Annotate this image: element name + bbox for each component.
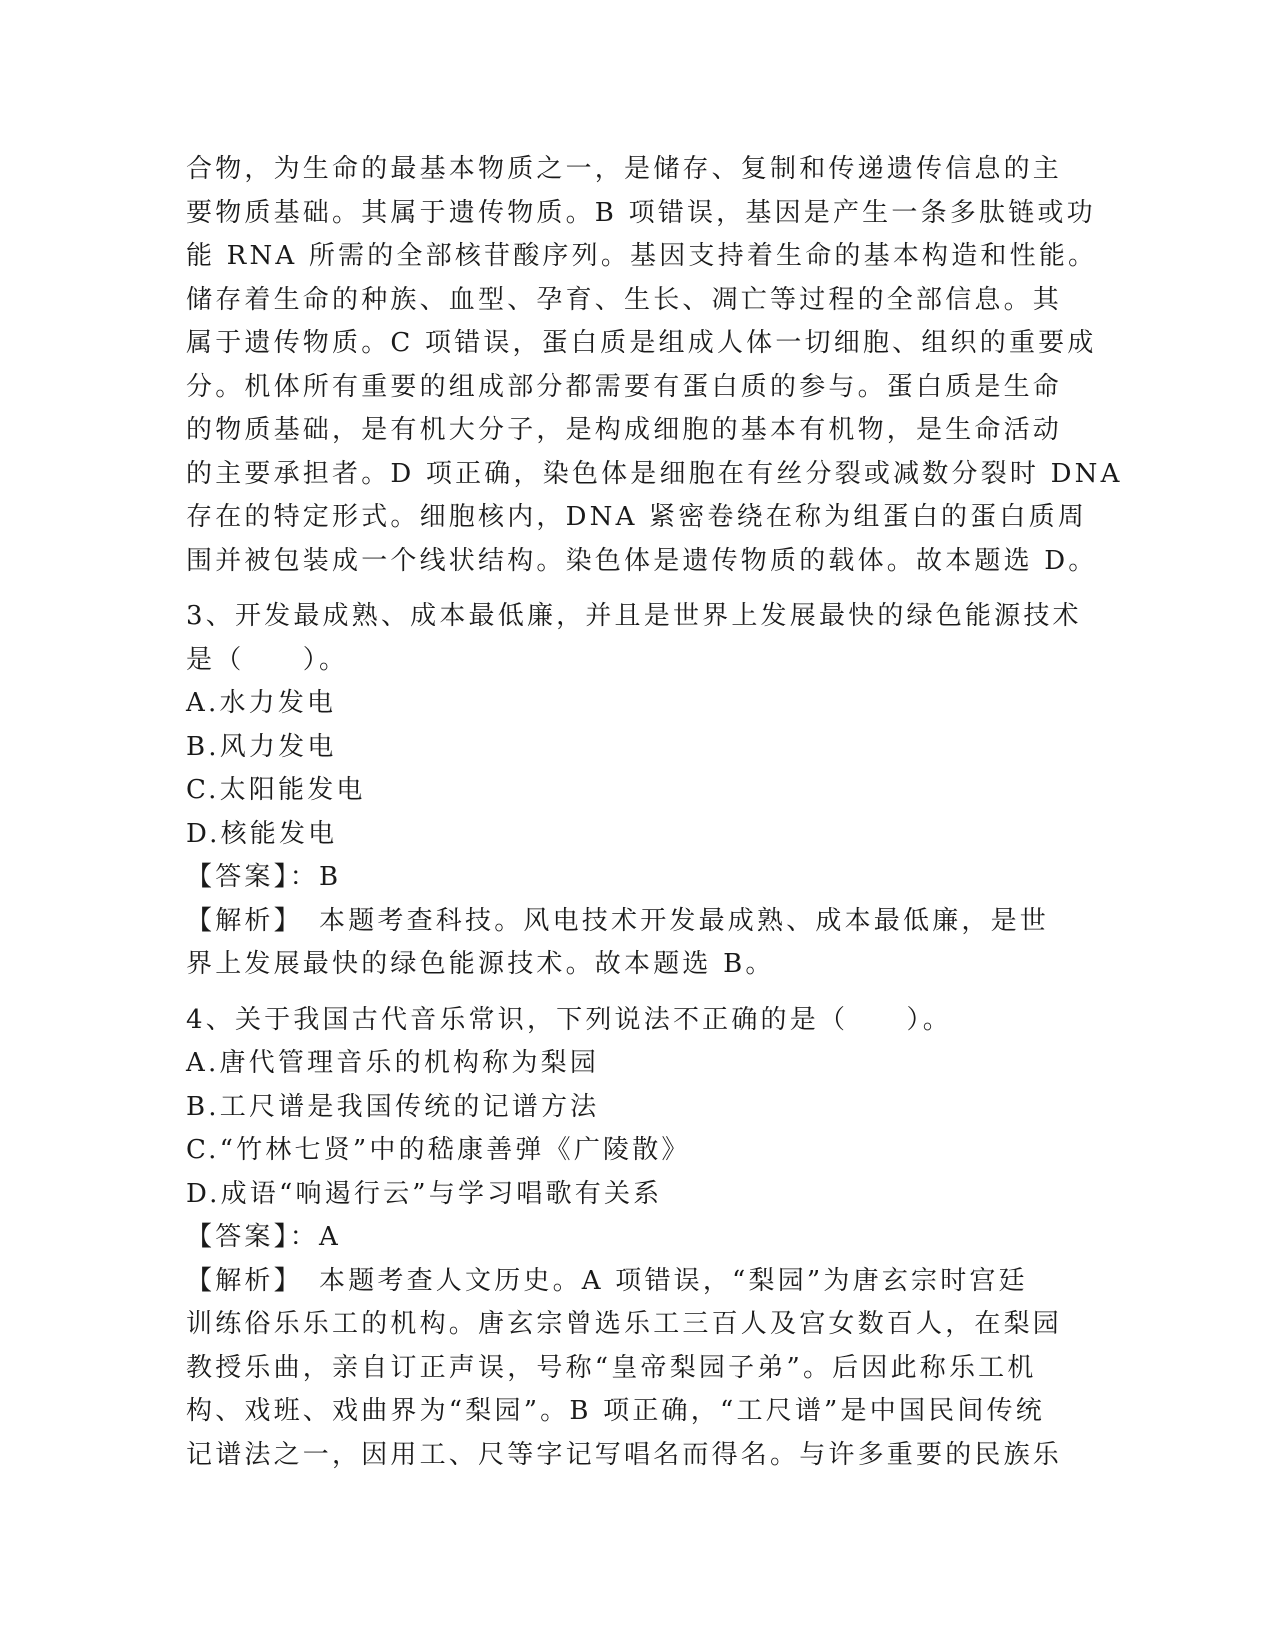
- option-c: C.太阳能发电: [186, 775, 366, 805]
- analysis-line: 【解析】 本题考查人文历史。A 项错误，“梨园”为唐玄宗时宫廷: [186, 1265, 1028, 1296]
- spacer: [186, 583, 1091, 595]
- text-line: 储存着生命的种族、血型、孕育、生长、凋亡等过程的全部信息。其: [186, 284, 1063, 315]
- spacer: [186, 987, 1091, 999]
- option-b: B.风力发电: [186, 731, 337, 762]
- analysis-line: 【解析】 本题考查科技。风电技术开发最成熟、成本最低廉，是世: [186, 905, 1050, 936]
- question-stem: 3、开发最成熟、成本最低廉，并且是世界上发展最快的绿色能源技术: [186, 601, 1082, 631]
- analysis-line: 记谱法之一，因用工、尺等字记写唱名而得名。与许多重要的民族乐: [186, 1439, 1063, 1470]
- text-line: 合物，为生命的最基本物质之一，是储存、复制和传递遗传信息的主: [186, 154, 1063, 184]
- answer-line: 【答案】：A: [186, 1222, 341, 1252]
- text-line: 围并被包装成一个线状结构。染色体是遗传物质的载体。故本题选 D。: [186, 545, 1098, 576]
- option-c: C.“竹林七贤”中的嵇康善弹《广陵散》: [186, 1135, 691, 1165]
- analysis-line: 界上发展最快的绿色能源技术。故本题选 B。: [186, 949, 775, 979]
- option-d: D.核能发电: [186, 818, 338, 849]
- analysis-line: 训练俗乐乐工的机构。唐玄宗曾选乐工三百人及宫女数百人，在梨园: [186, 1309, 1063, 1339]
- analysis-line: 教授乐曲，亲自订正声误，号称“皇帝梨园子弟”。后因此称乐工机: [186, 1352, 1037, 1383]
- text-line: 要物质基础。其属于遗传物质。B 项错误，基因是产生一条多肽链或功: [186, 197, 1096, 228]
- text-line: 的物质基础，是有机大分子，是构成细胞的基本有机物，是生命活动: [186, 415, 1063, 445]
- text-line: 的主要承担者。D 项正确，染色体是细胞在有丝分裂或减数分裂时 DNA: [186, 458, 1123, 489]
- question-3: [186, 595, 1091, 987]
- question-stem: 是（ ）。: [186, 644, 349, 675]
- explanation-continued: [186, 148, 1123, 583]
- answer-line: 【答案】：B: [186, 862, 342, 892]
- text-line: 属于遗传物质。C 项错误，蛋白质是组成人体一切细胞、组织的重要成: [186, 328, 1097, 358]
- option-d: D.成语“响遏行云”与学习唱歌有关系: [186, 1178, 663, 1209]
- text-line: 存在的特定形式。细胞核内，DNA 紧密卷绕在称为组蛋白的蛋白质周: [186, 502, 1088, 532]
- analysis-line: 构、戏班、戏曲界为“梨园”。B 项正确，“工尺谱”是中国民间传统: [186, 1396, 1045, 1426]
- question-4: [186, 999, 1091, 1478]
- text-line: 分。机体所有重要的组成部分都需要有蛋白质的参与。蛋白质是生命: [186, 371, 1063, 402]
- option-b: B.工尺谱是我国传统的记谱方法: [186, 1091, 600, 1122]
- document-page: [186, 148, 1123, 1477]
- option-a: A.水力发电: [186, 688, 337, 718]
- option-a: A.唐代管理音乐的机构称为梨园: [186, 1048, 600, 1078]
- question-stem: 4、关于我国古代音乐常识，下列说法不正确的是（ ）。: [186, 1004, 952, 1035]
- text-line: 能 RNA 所需的全部核苷酸序列。基因支持着生命的基本构造和性能。: [186, 241, 1098, 271]
